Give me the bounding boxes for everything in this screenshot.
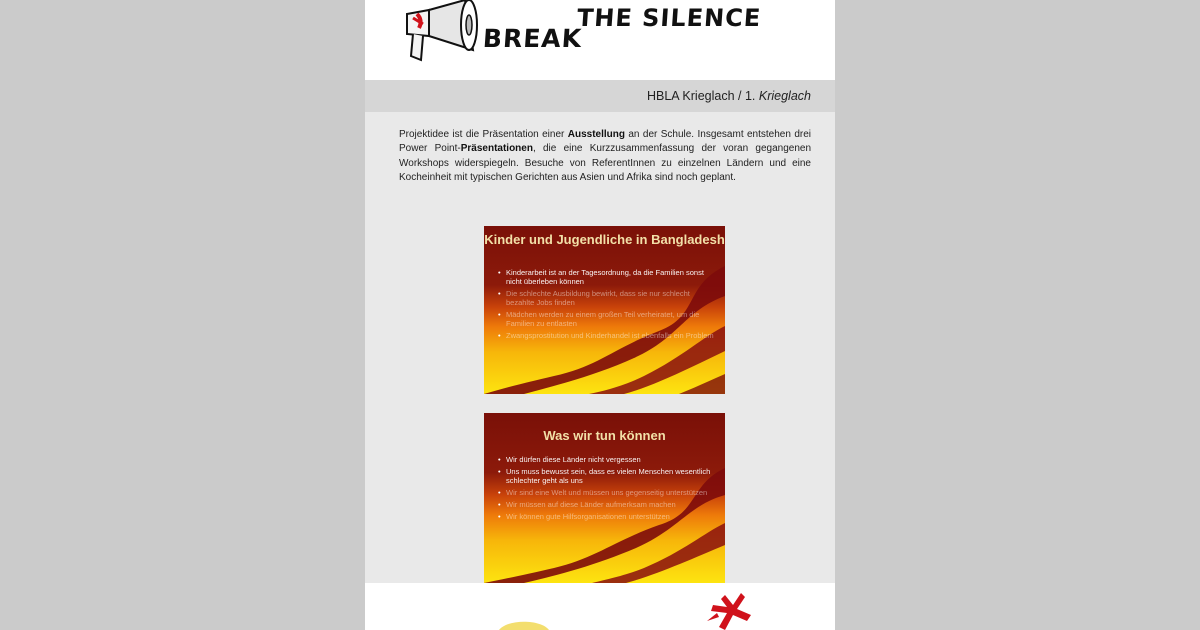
slide-bullet: • Wir sind eine Welt und müssen uns gegenseitig unterstützen	[498, 488, 708, 497]
project-description	[399, 128, 811, 185]
partner-logo	[499, 619, 549, 630]
school-label	[647, 89, 811, 103]
msf-logo	[703, 591, 763, 630]
slide-bullet: • Zwangsprostitution und Kinderhandel ist ebenfalls ein Problem	[498, 331, 714, 340]
slide-bullet: • Die schlechte Ausbildung bewirkt, dass sie nur schlecht bezahlte Jobs finden	[498, 289, 690, 307]
intro-text-1: Projektidee ist die Präsentation einer	[399, 129, 568, 140]
slide-what-we-can-do	[484, 413, 725, 583]
logo-word-the-silence: THE SILENCE	[576, 4, 763, 32]
footer-logos	[365, 583, 835, 630]
slide-bullet: • Wir dürfen diese Länder nicht vergessen	[498, 455, 641, 464]
intro-bold-1: Ausstellung	[567, 129, 625, 140]
slide-title: Kinder und Jugendliche in Bangladesh	[484, 232, 725, 247]
header-banner	[365, 0, 835, 80]
slide-bullet: • Wir können gute Hilfsorganisationen unterstützen	[498, 512, 670, 521]
newsletter-page	[365, 0, 835, 630]
slide-bullet: • Kinderarbeit ist an der Tagesordnung, da die Familien sonst nicht überleben können	[498, 268, 704, 286]
slide-bangladesh	[484, 226, 725, 394]
slide-title: Was wir tun können	[543, 428, 666, 443]
intro-text-2: an der Schule. Insgesamt entstehen drei Power Point-	[399, 129, 811, 155]
megaphone-icon	[399, 0, 479, 66]
slide-bullet-list	[498, 268, 717, 343]
school-bar	[365, 80, 835, 112]
school-name: HBLA Krieglach / 1.	[646, 89, 756, 103]
intro-text-3: , die eine Kurzzusammenfassung der voran gegangenen Workshops widerspiegeln. Besuche von ReferentInnen zu einzelnen Ländern und eine Kocheinheit mit typischen Gerichten aus Asien und Afrika sind noch geplant.	[399, 143, 812, 183]
slide-bullet: • Uns muss bewusst sein, dass es vielen Menschen wesentlich schlechter geht als uns	[498, 467, 711, 485]
intro-bold-2: Präsentationen	[460, 143, 533, 155]
slide-bullet: • Wir müssen auf diese Länder aufmerksam machen	[498, 500, 676, 509]
logo-word-break: BREAK	[481, 24, 584, 53]
slide-bullet-list	[498, 455, 717, 524]
school-place: Krieglach	[758, 89, 811, 103]
slide-bullet: • Mädchen werden zu einem großen Teil verheiratet, um die Familien zu entlasten	[498, 310, 700, 328]
